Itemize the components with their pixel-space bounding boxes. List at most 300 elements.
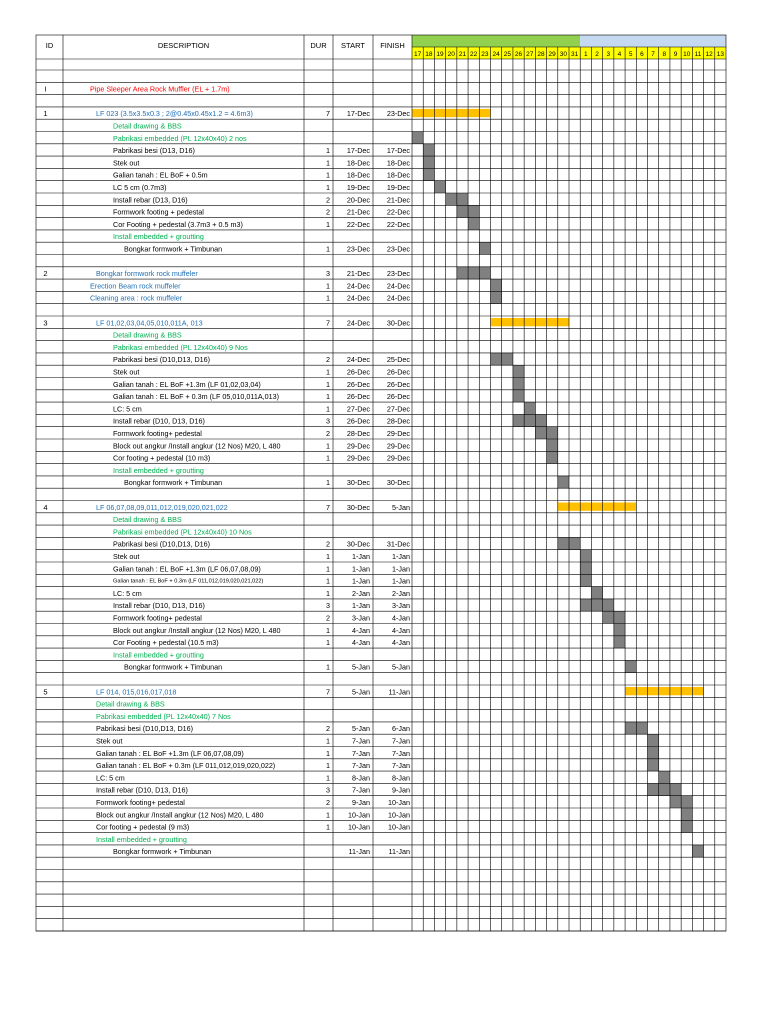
row-start-date: 19-Dec: [346, 183, 370, 192]
row-duration: 1: [326, 183, 330, 192]
task-bar-cell: [468, 205, 479, 217]
day-label: 28: [537, 51, 545, 58]
day-label: 8: [662, 51, 667, 58]
task-row: [96, 771, 670, 783]
row-description: Block out angkur /Install angkur (12 Nos) M20, L 480: [113, 441, 281, 451]
task-bar-cell: [446, 193, 457, 205]
row-start-date: 2-Jan: [352, 588, 370, 598]
row-description: Galian tanah : EL BoF +1.3m (LF 06,07,08,09): [96, 748, 244, 758]
task-bar-cell: [681, 808, 692, 820]
row-finish-date: 1-Jan: [392, 552, 410, 561]
task-row: [113, 232, 204, 241]
row-start-date: 10-Jan: [348, 822, 370, 832]
task-row: [113, 624, 625, 636]
task-bar-cell: [580, 574, 591, 586]
task-row: [90, 279, 502, 291]
day-label: 26: [514, 51, 523, 58]
row-finish-date: 22-Dec: [386, 207, 410, 217]
row-description: Install rebar (D10, D13, D16): [113, 416, 205, 426]
task-bar-cell: [603, 599, 614, 611]
task-bar-cell: [591, 599, 602, 611]
row-description: Pabrikasi besi (D10,D13, D16): [113, 355, 211, 365]
row-description: Stek out: [96, 736, 123, 746]
task-bar-cell: [491, 353, 502, 365]
day-label: 21: [458, 51, 467, 58]
summary-bar-cell: [468, 109, 479, 117]
row-start-date: 10-Jan: [348, 810, 370, 820]
row-description: Cor Footing + pedestal (10.5 m3): [113, 638, 219, 648]
task-row: [124, 660, 636, 672]
row-description: Install rebar (D10, D13, D16): [96, 785, 188, 795]
row-duration: 1: [326, 478, 330, 488]
row-start-date: 21-Dec: [346, 269, 370, 279]
row-duration: 3: [326, 785, 330, 795]
row-duration: 1: [326, 822, 330, 832]
row-duration: 1: [326, 662, 330, 672]
summary-bar-cell: [614, 503, 625, 511]
day-label: 25: [503, 51, 511, 58]
task-bar-cell: [434, 181, 445, 193]
task-row: [96, 747, 659, 759]
row-id: 3: [43, 318, 48, 328]
row-description: Install embedded + groutting: [113, 650, 204, 660]
row-duration: 2: [326, 613, 330, 623]
row-start-date: 7-Jan: [352, 748, 370, 758]
row-duration: 3: [326, 601, 330, 611]
task-bar-cell: [502, 353, 513, 365]
row-description: LC 5 cm (0.7m3): [113, 183, 167, 192]
row-start-date: 7-Jan: [352, 736, 370, 746]
row-finish-date: 1-Jan: [392, 564, 410, 574]
row-finish-date: 2-Jan: [392, 588, 410, 598]
task-bar-cell: [614, 624, 625, 636]
row-description: LF 01,02,03,04,05,010,011A, 013: [96, 318, 203, 328]
row-finish-date: 7-Jan: [392, 761, 410, 771]
row-description: Formwork footing+ pedestal: [113, 613, 202, 623]
row-start-date: 30-Dec: [346, 502, 370, 512]
task-row: [113, 181, 446, 193]
day-label: 1: [584, 51, 588, 58]
row-description: LF 06,07,08,09,011,012,019,020,021,022: [96, 502, 228, 512]
row-duration: 1: [326, 638, 330, 648]
task-row: [124, 476, 569, 488]
row-finish-date: 8-Jan: [392, 773, 410, 783]
task-row: [96, 835, 187, 844]
summary-bar-cell: [681, 687, 692, 695]
task-bar-cell: [547, 439, 558, 451]
header-id: ID: [45, 41, 54, 50]
task-row: [113, 402, 535, 414]
row-description: Bongkar formwork + Timbunan: [124, 478, 223, 488]
task-row: [113, 193, 468, 205]
row-finish-date: 26-Dec: [386, 379, 410, 389]
task-row: [113, 205, 479, 217]
task-bar-cell: [491, 291, 502, 303]
task-row: [96, 783, 681, 795]
summary-bar-cell: [412, 109, 423, 117]
row-finish-date: 17-Dec: [386, 146, 410, 156]
task-bar-cell: [457, 267, 468, 279]
task-row: [96, 700, 165, 709]
row-duration: 1: [326, 379, 330, 389]
row-start-date: 26-Dec: [346, 416, 370, 426]
row-start-date: 26-Dec: [346, 392, 370, 402]
row-id: 2: [43, 269, 48, 279]
row-start-date: 7-Jan: [352, 761, 370, 771]
task-row: [113, 414, 547, 426]
row-start-date: 30-Dec: [346, 539, 370, 549]
day-label: 10: [683, 51, 691, 58]
row-start-date: 4-Jan: [352, 638, 370, 648]
row-finish-date: 27-Dec: [386, 404, 410, 414]
row-duration: 1: [326, 748, 330, 758]
row-duration: 7: [326, 687, 330, 697]
row-description: Detail drawing & BBS: [113, 515, 182, 525]
row-finish-date: 10-Jan: [388, 798, 410, 807]
row-duration: 1: [326, 761, 330, 771]
row-start-date: 27-Dec: [346, 404, 370, 414]
row-description: LC: 5 cm: [96, 773, 125, 783]
task-row: [113, 466, 204, 475]
task-bar-cell: [491, 279, 502, 291]
task-row: [113, 439, 558, 451]
row-finish-date: 29-Dec: [386, 453, 410, 463]
task-row: [113, 845, 704, 857]
row-start-date: 18-Dec: [346, 158, 370, 168]
task-bar-cell: [580, 562, 591, 574]
task-row: [113, 574, 591, 586]
row-description: Pipe Sleeper Area Rock Muffler (EL + 1.7m): [90, 84, 230, 94]
task-row: [113, 537, 580, 549]
task-bar-cell: [524, 414, 535, 426]
day-label: 2: [595, 51, 599, 58]
row-id: 5: [43, 687, 48, 697]
row-start-date: 5-Jan: [352, 724, 370, 734]
row-start-date: 24-Dec: [346, 281, 370, 291]
row-finish-date: 24-Dec: [386, 293, 410, 303]
task-bar-cell: [558, 476, 569, 488]
row-description: Stek out: [113, 552, 140, 561]
row-description: Bongkar formwork + Timbunan: [124, 244, 223, 254]
task-row: [113, 365, 524, 377]
row-description: Cor footing + pedestal (10 m3): [113, 453, 211, 463]
task-row: [124, 242, 491, 254]
summary-bar-cell: [648, 687, 659, 695]
summary-bar-cell: [603, 503, 614, 511]
row-description: Install rebar (D13, D16): [113, 195, 188, 205]
row-description: Formwork footing + pedestal: [113, 207, 204, 217]
task-row: [113, 378, 524, 390]
day-label: 13: [716, 51, 725, 58]
day-label: 4: [617, 51, 622, 58]
task-row: [90, 291, 502, 303]
task-row: [113, 550, 591, 562]
row-finish-date: 5-Jan: [392, 502, 410, 512]
task-row: [113, 343, 248, 352]
day-label: 27: [526, 51, 534, 58]
row-finish-date: 7-Jan: [392, 736, 410, 746]
day-label: 19: [436, 51, 444, 58]
row-finish-date: 4-Jan: [392, 638, 410, 648]
task-bar-cell: [670, 783, 681, 795]
summary-bar-cell: [591, 503, 602, 511]
row-description: Pabrikasi embedded (PL 12x40x40) 10 Nos: [113, 527, 252, 537]
timeline-month-band-dec: [412, 35, 580, 47]
day-label: 5: [628, 51, 633, 58]
row-description: Install embedded + groutting: [113, 465, 204, 475]
task-bar-cell: [547, 451, 558, 463]
timeline-month-band-jan: [580, 35, 726, 47]
row-start-date: 17-Dec: [346, 109, 370, 119]
row-finish-date: 10-Jan: [388, 810, 410, 820]
row-description: Cor Footing + pedestal (3.7m3 + 0.5 m3): [113, 219, 243, 229]
task-bar-cell: [468, 218, 479, 230]
row-finish-date: 21-Dec: [386, 195, 410, 205]
task-row: [96, 722, 648, 734]
task-row: [113, 650, 204, 659]
row-duration: 2: [326, 207, 330, 217]
row-description: Stek out: [113, 158, 140, 168]
summary-bar-cell: [625, 503, 636, 511]
row-finish-date: 23-Dec: [386, 109, 410, 119]
summary-row: [43, 503, 636, 512]
day-label: 30: [559, 51, 568, 58]
task-row: [113, 636, 625, 648]
row-duration: 7: [326, 502, 330, 512]
row-finish-date: 25-Dec: [386, 355, 410, 365]
row-start-date: 26-Dec: [346, 367, 370, 377]
summary-bar-cell: [423, 109, 434, 117]
summary-bar-cell: [479, 109, 490, 117]
row-description: LF 014, 015,016,017,018: [96, 687, 177, 697]
row-description: Cor footing + pedestal (9 m3): [96, 822, 190, 832]
row-start-date: 18-Dec: [346, 170, 370, 180]
task-bar-cell: [614, 611, 625, 623]
row-finish-date: 3-Jan: [392, 601, 410, 611]
row-start-date: 1-Jan: [352, 552, 370, 561]
task-bar-cell: [412, 132, 423, 144]
row-duration: 2: [326, 355, 330, 365]
row-start-date: 26-Dec: [346, 379, 370, 389]
row-duration: 2: [326, 724, 330, 734]
task-bar-cell: [513, 414, 524, 426]
row-duration: 1: [326, 158, 330, 168]
row-finish-date: 7-Jan: [392, 748, 410, 758]
summary-bar-cell: [547, 318, 558, 326]
row-description: Pabrikasi besi (D10,D13, D16): [96, 724, 194, 734]
row-duration: 2: [326, 429, 330, 438]
row-description: LF 023 (3.5x3.5x0.3 ; 2@0.45x0.45x1.2 = 4.6m3): [96, 109, 253, 119]
row-id: 1: [43, 109, 48, 119]
row-description: Pabrikasi besi (D10,D13, D16): [113, 539, 211, 549]
row-start-date: 11-Jan: [348, 847, 370, 857]
row-duration: 1: [326, 453, 330, 463]
day-label: 18: [425, 51, 433, 58]
task-row: [113, 390, 524, 402]
task-bar-cell: [558, 537, 569, 549]
day-label: 17: [413, 51, 422, 58]
row-duration: 1: [326, 219, 330, 229]
row-finish-date: 28-Dec: [386, 416, 410, 426]
row-finish-date: 10-Jan: [388, 822, 410, 832]
summary-bar-cell: [502, 318, 513, 326]
day-label: 3: [606, 51, 611, 58]
table-body: [43, 85, 703, 858]
row-start-date: 28-Dec: [346, 429, 370, 438]
task-bar-cell: [692, 845, 703, 857]
row-finish-date: 9-Jan: [392, 785, 410, 795]
row-start-date: 30-Dec: [346, 478, 370, 488]
summary-bar-cell: [446, 109, 457, 117]
summary-bar-cell: [670, 687, 681, 695]
task-row: [113, 144, 434, 156]
day-label: 6: [640, 51, 644, 58]
row-duration: 2: [326, 195, 330, 205]
day-label: 31: [570, 51, 579, 58]
task-row: [113, 562, 591, 574]
row-description: Formwork footing+ pedestal: [96, 798, 185, 807]
task-row: [113, 168, 434, 180]
task-row: [113, 132, 423, 144]
header-finish: FINISH: [380, 41, 405, 50]
summary-bar-cell: [513, 318, 524, 326]
summary-bar-cell: [692, 687, 703, 695]
row-duration: 1: [326, 564, 330, 574]
row-finish-date: 11-Jan: [388, 847, 410, 857]
row-description: Install embedded + groutting: [113, 232, 204, 242]
row-start-date: 24-Dec: [346, 293, 370, 303]
row-description: Pabrikasi embedded (PL 12x40x40) 9 Nos: [113, 342, 248, 352]
day-label: 12: [705, 51, 713, 58]
row-start-date: 22-Dec: [346, 219, 370, 229]
row-finish-date: 30-Dec: [386, 318, 410, 328]
task-bar-cell: [648, 734, 659, 746]
row-start-date: 1-Jan: [352, 601, 370, 611]
day-label: 24: [492, 51, 500, 58]
row-description: Galian tanah : EL BoF +1.3m (LF 01,02,03,04): [113, 379, 261, 389]
row-duration: 1: [326, 441, 330, 451]
row-start-date: 21-Dec: [346, 207, 370, 217]
row-duration: 1: [326, 367, 330, 377]
task-bar-cell: [681, 796, 692, 808]
row-start-date: 5-Jan: [352, 687, 370, 697]
row-duration: 1: [326, 736, 330, 746]
row-start-date: 1-Jan: [352, 564, 370, 574]
row-duration: 1: [326, 810, 330, 820]
row-duration: 3: [326, 269, 330, 279]
header-description: DESCRIPTION: [157, 41, 210, 50]
row-start-date: 29-Dec: [346, 441, 370, 451]
day-label: 20: [447, 51, 455, 58]
summary-bar-cell: [524, 318, 535, 326]
day-label: 29: [548, 51, 556, 58]
row-duration: 7: [326, 318, 330, 328]
row-description: Galian tanah : EL BoF +1.3m (LF 06,07,08,09): [113, 564, 261, 574]
row-description: LC: 5 cm: [113, 588, 142, 598]
task-bar-cell: [423, 144, 434, 156]
task-row: [113, 331, 182, 340]
task-bar-cell: [659, 771, 670, 783]
row-duration: 1: [326, 773, 330, 783]
row-finish-date: 5-Jan: [392, 662, 410, 672]
task-bar-cell: [625, 722, 636, 734]
task-row: [113, 527, 252, 536]
summary-row: [43, 687, 703, 696]
row-finish-date: 23-Dec: [386, 269, 410, 279]
row-description: Install embedded + groutting: [96, 834, 187, 844]
row-finish-date: 23-Dec: [386, 244, 410, 254]
day-label: 9: [673, 51, 678, 58]
row-start-date: 4-Jan: [352, 625, 370, 635]
summary-bar-cell: [580, 503, 591, 511]
row-finish-date: 11-Jan: [388, 687, 410, 697]
task-row: [113, 587, 603, 599]
task-row: [113, 353, 513, 365]
summary-bar-cell: [434, 109, 445, 117]
task-row: [113, 611, 625, 623]
row-duration: 1: [326, 293, 330, 303]
summary-bar-cell: [636, 687, 647, 695]
row-duration: 1: [326, 576, 330, 586]
row-duration: 1: [326, 244, 330, 254]
row-description: Bongkar formwork + Timbunan: [124, 662, 223, 672]
task-bar-cell: [648, 759, 659, 771]
row-duration: 3: [326, 416, 330, 426]
task-bar-cell: [580, 550, 591, 562]
task-bar-cell: [648, 747, 659, 759]
task-row: [96, 734, 659, 746]
row-start-date: 9-Jan: [352, 798, 370, 807]
task-bar-cell: [457, 193, 468, 205]
task-bar-cell: [591, 587, 602, 599]
section-row: [44, 85, 229, 94]
row-id: 4: [43, 502, 48, 512]
task-row: [113, 156, 434, 168]
task-row: [113, 599, 614, 611]
summary-row: [43, 318, 569, 327]
task-bar-cell: [457, 205, 468, 217]
task-bar-cell: [614, 636, 625, 648]
row-start-date: 24-Dec: [346, 355, 370, 365]
task-bar-cell: [547, 427, 558, 439]
row-finish-date: 26-Dec: [386, 367, 410, 377]
task-bar-cell: [603, 611, 614, 623]
row-finish-date: 30-Dec: [386, 478, 410, 488]
task-row: [96, 712, 231, 721]
row-start-date: 1-Jan: [352, 576, 370, 586]
task-bar-cell: [513, 365, 524, 377]
row-finish-date: 4-Jan: [392, 613, 410, 623]
task-bar-cell: [513, 390, 524, 402]
row-description: Pabrikasi embedded (PL 12x40x40) 7 Nos: [96, 711, 231, 721]
row-finish-date: 26-Dec: [386, 392, 410, 402]
task-bar-cell: [681, 820, 692, 832]
row-finish-date: 4-Jan: [392, 625, 410, 635]
row-start-date: 17-Dec: [346, 146, 370, 156]
row-start-date: 3-Jan: [352, 613, 370, 623]
row-start-date: 7-Jan: [352, 785, 370, 795]
row-description: Bongkar formwork + Timbunan: [113, 847, 212, 857]
row-duration: 1: [326, 588, 330, 598]
row-finish-date: 24-Dec: [386, 281, 410, 291]
row-duration: 1: [326, 392, 330, 402]
row-finish-date: 18-Dec: [386, 158, 410, 168]
task-bar-cell: [535, 414, 546, 426]
task-row: [113, 451, 558, 463]
row-description: Block out angkur /Install angkur (12 Nos) M20, L 480: [96, 810, 264, 820]
row-description: Detail drawing & BBS: [96, 699, 165, 709]
day-label: 7: [651, 51, 655, 58]
